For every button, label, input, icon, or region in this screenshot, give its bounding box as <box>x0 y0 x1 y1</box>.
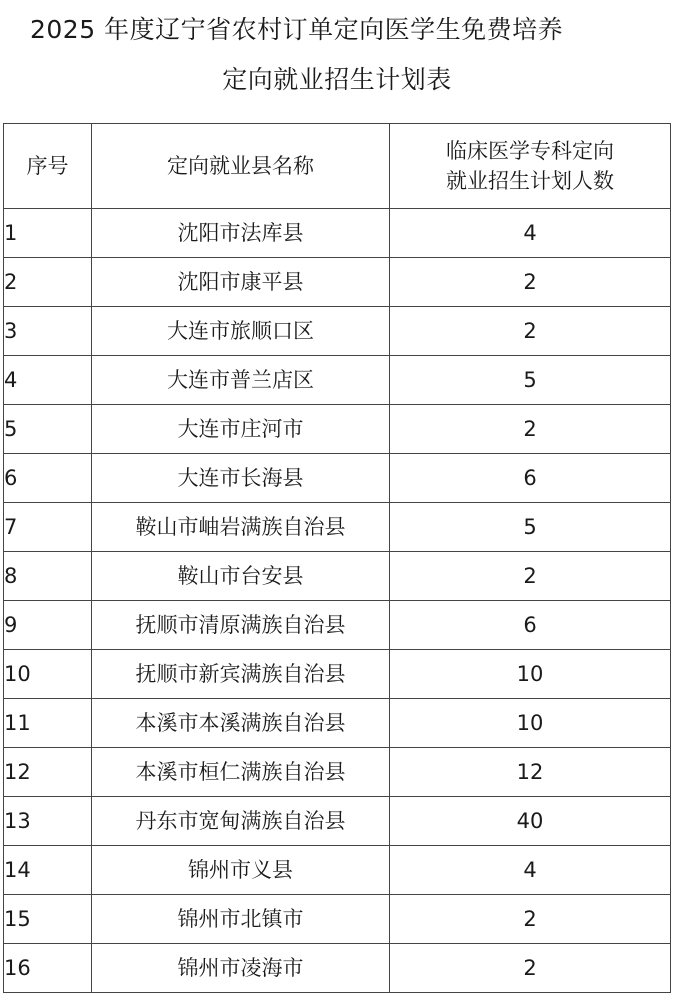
row-quota: 2 <box>390 405 671 454</box>
row-index: 2 <box>4 258 92 307</box>
row-index: 12 <box>4 748 92 797</box>
row-index: 7 <box>4 503 92 552</box>
row-index: 3 <box>4 307 92 356</box>
row-quota: 10 <box>390 699 671 748</box>
table-row <box>4 405 671 454</box>
row-quota: 6 <box>390 454 671 503</box>
table-row <box>4 748 671 797</box>
row-county-name: 抚顺市清原满族自治县 <box>92 601 390 650</box>
table-row <box>4 258 671 307</box>
row-county-name: 大连市长海县 <box>92 454 390 503</box>
table-row <box>4 601 671 650</box>
table-row <box>4 846 671 895</box>
table-row <box>4 895 671 944</box>
row-index: 10 <box>4 650 92 699</box>
row-quota: 6 <box>390 601 671 650</box>
row-county-name: 大连市庄河市 <box>92 405 390 454</box>
table-row <box>4 552 671 601</box>
row-index: 4 <box>4 356 92 405</box>
row-quota: 5 <box>390 503 671 552</box>
header-county: 定向就业县名称 <box>92 124 390 209</box>
row-county-name: 鞍山市台安县 <box>92 552 390 601</box>
table-row <box>4 944 671 993</box>
row-county-name: 本溪市本溪满族自治县 <box>92 699 390 748</box>
row-county-name: 抚顺市新宾满族自治县 <box>92 650 390 699</box>
table-row <box>4 307 671 356</box>
row-index: 6 <box>4 454 92 503</box>
table-row <box>4 209 671 258</box>
row-county-name: 锦州市凌海市 <box>92 944 390 993</box>
header-index: 序号 <box>4 124 92 209</box>
row-index: 15 <box>4 895 92 944</box>
row-index: 5 <box>4 405 92 454</box>
row-county-name: 沈阳市康平县 <box>92 258 390 307</box>
table-body <box>4 209 671 993</box>
document-title-line2: 定向就业招生计划表 <box>222 65 452 94</box>
row-county-name: 大连市旅顺口区 <box>92 307 390 356</box>
table-row <box>4 650 671 699</box>
row-quota: 10 <box>390 650 671 699</box>
row-quota: 2 <box>390 944 671 993</box>
row-index: 1 <box>4 209 92 258</box>
table-row <box>4 797 671 846</box>
row-county-name: 锦州市北镇市 <box>92 895 390 944</box>
header-quota <box>390 124 671 209</box>
header-quota-line2: 就业招生计划人数 <box>446 169 614 193</box>
enrollment-plan-table <box>3 123 671 993</box>
row-quota: 2 <box>390 895 671 944</box>
row-index: 16 <box>4 944 92 993</box>
row-county-name: 大连市普兰店区 <box>92 356 390 405</box>
table-header-row <box>4 124 671 209</box>
row-quota: 2 <box>390 307 671 356</box>
row-index: 8 <box>4 552 92 601</box>
row-index: 11 <box>4 699 92 748</box>
table-row <box>4 454 671 503</box>
table-row <box>4 699 671 748</box>
row-county-name: 沈阳市法库县 <box>92 209 390 258</box>
row-quota: 4 <box>390 846 671 895</box>
row-quota: 12 <box>390 748 671 797</box>
row-quota: 2 <box>390 552 671 601</box>
row-index: 9 <box>4 601 92 650</box>
row-county-name: 本溪市桓仁满族自治县 <box>92 748 390 797</box>
header-quota-line1: 临床医学专科定向 <box>446 139 614 163</box>
row-county-name: 锦州市义县 <box>92 846 390 895</box>
row-index: 13 <box>4 797 92 846</box>
row-index: 14 <box>4 846 92 895</box>
row-quota: 2 <box>390 258 671 307</box>
row-quota: 5 <box>390 356 671 405</box>
row-county-name: 鞍山市岫岩满族自治县 <box>92 503 390 552</box>
row-county-name: 丹东市宽甸满族自治县 <box>92 797 390 846</box>
row-quota: 4 <box>390 209 671 258</box>
row-quota: 40 <box>390 797 671 846</box>
table-row <box>4 503 671 552</box>
table-row <box>4 356 671 405</box>
document-title-line1: 2025 年度辽宁省农村订单定向医学生免费培养 <box>30 15 564 44</box>
